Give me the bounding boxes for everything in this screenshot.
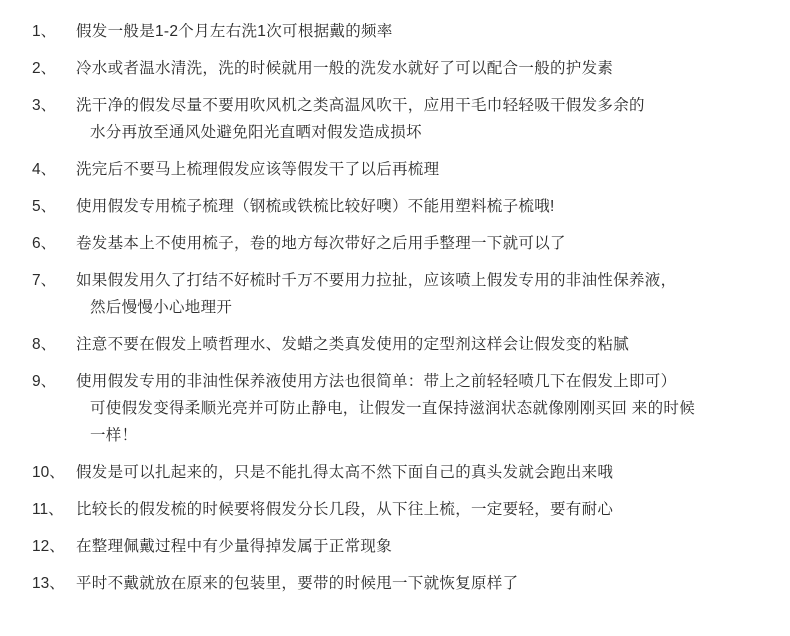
text-line: 注意不要在假发上喷哲理水、发蜡之类真发使用的定型剂这样会让假发变的粘腻 — [76, 336, 630, 353]
list-item-number: 9、 — [32, 373, 57, 390]
text-line: 如果假发用久了打结不好梳时千万不要用力拉扯，应该喷上假发专用的非油性保养液， — [76, 272, 677, 289]
list-item-number: 6、 — [32, 235, 57, 252]
list-item-number: 8、 — [32, 336, 57, 353]
text-line: 一样！ — [90, 427, 138, 444]
list-item — [32, 331, 762, 358]
text-line: 洗干净的假发尽量不要用吹风机之类高温风吹干，应用干毛巾轻轻吸干假发多余的 — [76, 97, 645, 114]
list-item — [32, 156, 762, 183]
list-item-text — [76, 368, 762, 449]
text-line: 洗完后不要马上梳理假发应该等假发干了以后再梳理 — [76, 161, 440, 178]
list-item-number: 12、 — [32, 538, 65, 555]
list-item — [32, 496, 762, 523]
list-item-number: 2、 — [32, 60, 57, 77]
list-item — [32, 230, 762, 257]
list-item — [32, 267, 762, 321]
list-item — [32, 55, 762, 82]
list-item-text — [76, 496, 762, 523]
text-line: 然后慢慢小心地理开 — [90, 299, 233, 316]
list-item — [32, 570, 762, 597]
list-item-text — [76, 18, 762, 45]
list-item-text — [76, 55, 762, 82]
list-item-number: 10、 — [32, 464, 65, 481]
text-line: 平时不戴就放在原来的包装里，要带的时候甩一下就恢复原样了 — [76, 575, 519, 592]
list-item-text — [76, 533, 762, 560]
list-item-text — [76, 92, 762, 146]
list-item-text — [76, 230, 762, 257]
text-line: 在整理佩戴过程中有少量得掉发属于正常现象 — [76, 538, 393, 555]
list-item — [32, 533, 762, 560]
list-item — [32, 368, 762, 449]
text-line: 使用假发专用梳子梳理（钢梳或铁梳比较好噢）不能用塑料梳子梳哦! — [76, 198, 555, 215]
list-item — [32, 459, 762, 486]
list-item-text — [76, 459, 762, 486]
list-item-text — [76, 331, 762, 358]
text-line: 假发是可以扎起来的，只是不能扎得太高不然下面自己的真头发就会跑出来哦 — [76, 464, 614, 481]
list-item-text — [76, 193, 762, 220]
list-item — [32, 18, 762, 45]
list-item — [32, 92, 762, 146]
list-item-text — [76, 156, 762, 183]
text-line: 使用假发专用的非油性保养液使用方法也很简单：带上之前轻轻喷几下在假发上即可） — [76, 373, 677, 390]
list-item-number: 3、 — [32, 97, 57, 114]
text-line: 比较长的假发梳的时候要将假发分长几段，从下往上梳，一定要轻，要有耐心 — [76, 501, 614, 518]
list-item-number: 7、 — [32, 272, 57, 289]
list-item-text — [76, 570, 762, 597]
list-item-number: 13、 — [32, 575, 65, 592]
list-item-text — [76, 267, 762, 321]
text-line: 假发一般是1-2个月左右洗1次可根据戴的频率 — [76, 23, 393, 40]
list-item-number: 5、 — [32, 198, 57, 215]
text-line: 冷水或者温水清洗，洗的时候就用一般的洗发水就好了可以配合一般的护发素 — [76, 60, 614, 77]
text-line: 水分再放至通风处避免阳光直晒对假发造成损坏 — [90, 124, 422, 141]
text-line: 可使假发变得柔顺光亮并可防止静电，让假发一直保持滋润状态就像刚刚买回 来的时候 — [90, 400, 696, 417]
list-item-number: 4、 — [32, 161, 57, 178]
list-item-number: 1、 — [32, 23, 57, 40]
list-item-number: 11、 — [32, 501, 64, 518]
text-line: 卷发基本上不使用梳子，卷的地方每次带好之后用手整理一下就可以了 — [76, 235, 566, 252]
list-item — [32, 193, 762, 220]
